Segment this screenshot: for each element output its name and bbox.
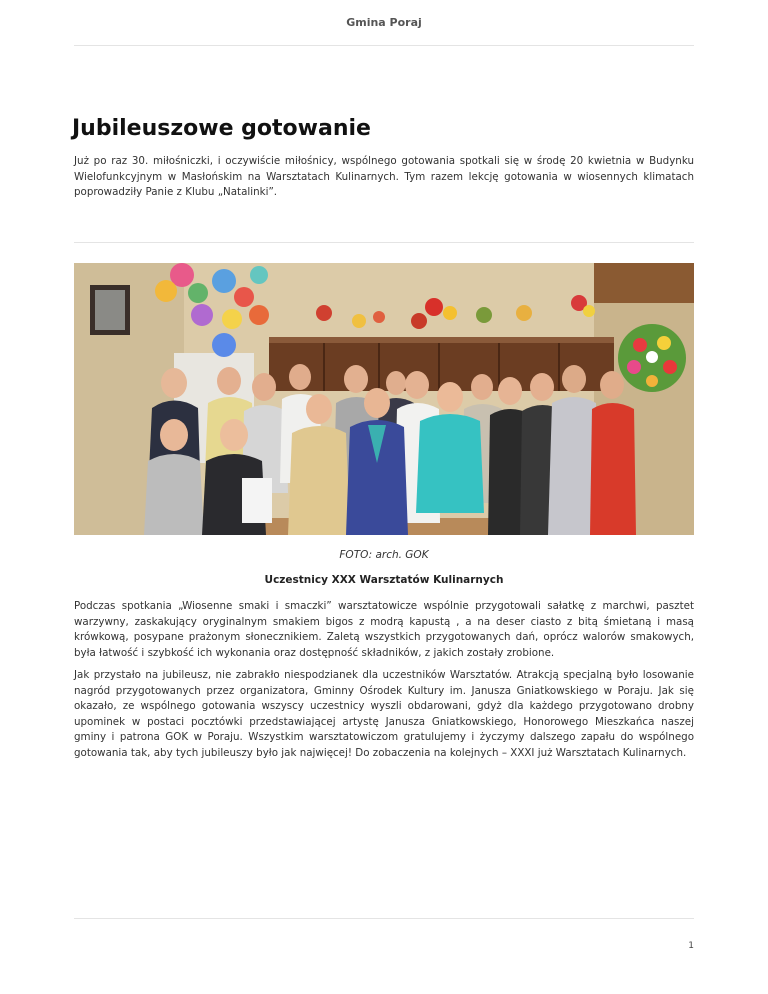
article-subheading: Uczestnicy XXX Warsztatów Kulinarnych: [264, 574, 504, 586]
page-number: 1: [688, 941, 694, 951]
article-paragraph: Jak przystało na jubileusz, nie zabrakło niespodzianek dla uczestników Warsztatów. Atrakcją specjalną było losowanie nagród przygotowanych przez organizatora, Gminny Ośrodek Kultury im. Janusza Gniatkowskiego w Poraju. Jak się okazało, ze wspólnego gotowania wszyscy uczestnicy wyszli obdarowani, gdyż dla każdego przygotowano drobny upominek w postaci pocztówki przedstawiającej artystę Janusza Gniatkowskiego, Honorowego Mieszkańca naszej gminy i patrona GOK w Poraju. Wszystkim warsztatowiczom gratulujemy i życzymy dalszego zapału do wspólnego gotowania tak, aby tych jubileuszy było jak najwięcej! Do zobaczenia na kolejnych – XXXI już Warsztatach Kulinarnych.: [74, 669, 694, 759]
intro-divider: [74, 242, 694, 243]
article-intro: Już po raz 30. miłośniczki, i oczywiście miłośnicy, wspólnego gotowania spotkali się w środę 20 kwietnia w Budynku Wielofunkcyjnym w Masłońskim na Warsztatach Kulinarnych. Tym razem lekcję gotowania w wiosennych klimatach poprowadziły Panie z Klubu „Natalinki”.: [74, 155, 694, 198]
article-photo: [74, 263, 694, 535]
article-paragraph: Podczas spotkania „Wiosenne smaki i smaczki” warsztatowicze wspólnie przygotowali sałatkę z marchwi, pasztet warzywny, zaskakujący oryginalnym smakiem bigos z modrą kapustą , a na deser ciasto z bitą śmietaną i masą krówkową, posypane prażonym słonecznikiem. Zaletą wszystkich przygotowanych dań, oprócz walorów smakowych, była łatwość i szybkość ich wykonania oraz dostępność składników, z jakich zostały zrobione.: [74, 600, 694, 659]
header-divider: [74, 45, 694, 46]
group-photo-icon: [74, 263, 694, 535]
site-name: Gmina Poraj: [346, 16, 422, 29]
photo-caption: FOTO: arch. GOK: [339, 549, 429, 561]
footer-divider: [74, 918, 694, 919]
article-title: Jubileuszowe gotowanie: [72, 116, 371, 141]
